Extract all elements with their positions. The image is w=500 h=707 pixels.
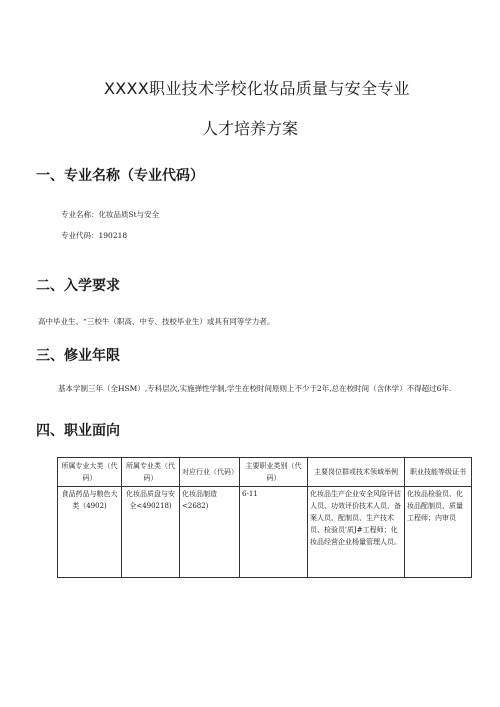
header-positions: 主要岗位群或技术领域举例 — [308, 458, 405, 487]
cell-occupation: 6-11 — [240, 487, 308, 578]
cell-certificates: 化妆品检验员、化妆品配制员、质量工程师；内审员 — [405, 487, 472, 578]
cell-industry: 化妆品制造<2682) — [180, 487, 240, 578]
cell-major-category: 食品药品与粮色大类（4902) — [58, 487, 122, 578]
header-industry: 对应行业（代码） — [180, 458, 240, 487]
document-title-line2: 人才培养方案 — [201, 119, 298, 138]
section-heading-duration: 三、修业年限 — [36, 348, 120, 364]
table-row — [58, 487, 472, 578]
header-certificates: 职业技能等级证书 — [405, 458, 472, 487]
section-heading-career: 四、职业面向 — [36, 423, 120, 439]
duration-text: 基本学制三年（全HSM）,专科层次,实施弹性学制,学生在校时间原则上不少于2年,总在校时间（含休学）不得超过6年. — [58, 384, 452, 393]
career-table-header-row — [58, 458, 472, 487]
section-heading-major: 一、专业名称（专业代码） — [36, 168, 204, 184]
header-major-class: 所属专业类（代码） — [122, 458, 180, 487]
career-table — [57, 457, 472, 578]
admission-text: 高中毕业生、“三校牛（职高、中专、技校毕业生）或具有同等学力者。 — [38, 317, 275, 326]
document-title-line1: XXXX职业技术学校化妆品质量与安全专业 — [104, 79, 410, 98]
major-name: 专业名称：化妆品质St与安全 — [61, 210, 160, 219]
cell-positions: 化妆品生产企业安全风险评估人员、功效评价技术人员、备案人员、配制员、生产技术员、检验员'质J#工程师；化妆品经营企业杨量管理人员。 — [308, 487, 405, 578]
header-occupation: 主要职业类别（代码） — [240, 458, 308, 487]
header-major-category: 所属专业大类（代码） — [58, 458, 122, 487]
major-code: 专业代码：190218 — [61, 231, 128, 240]
section-heading-admission: 二、入学要求 — [36, 278, 120, 294]
cell-major-class: 化妆品质盘与安全<490218) — [122, 487, 180, 578]
